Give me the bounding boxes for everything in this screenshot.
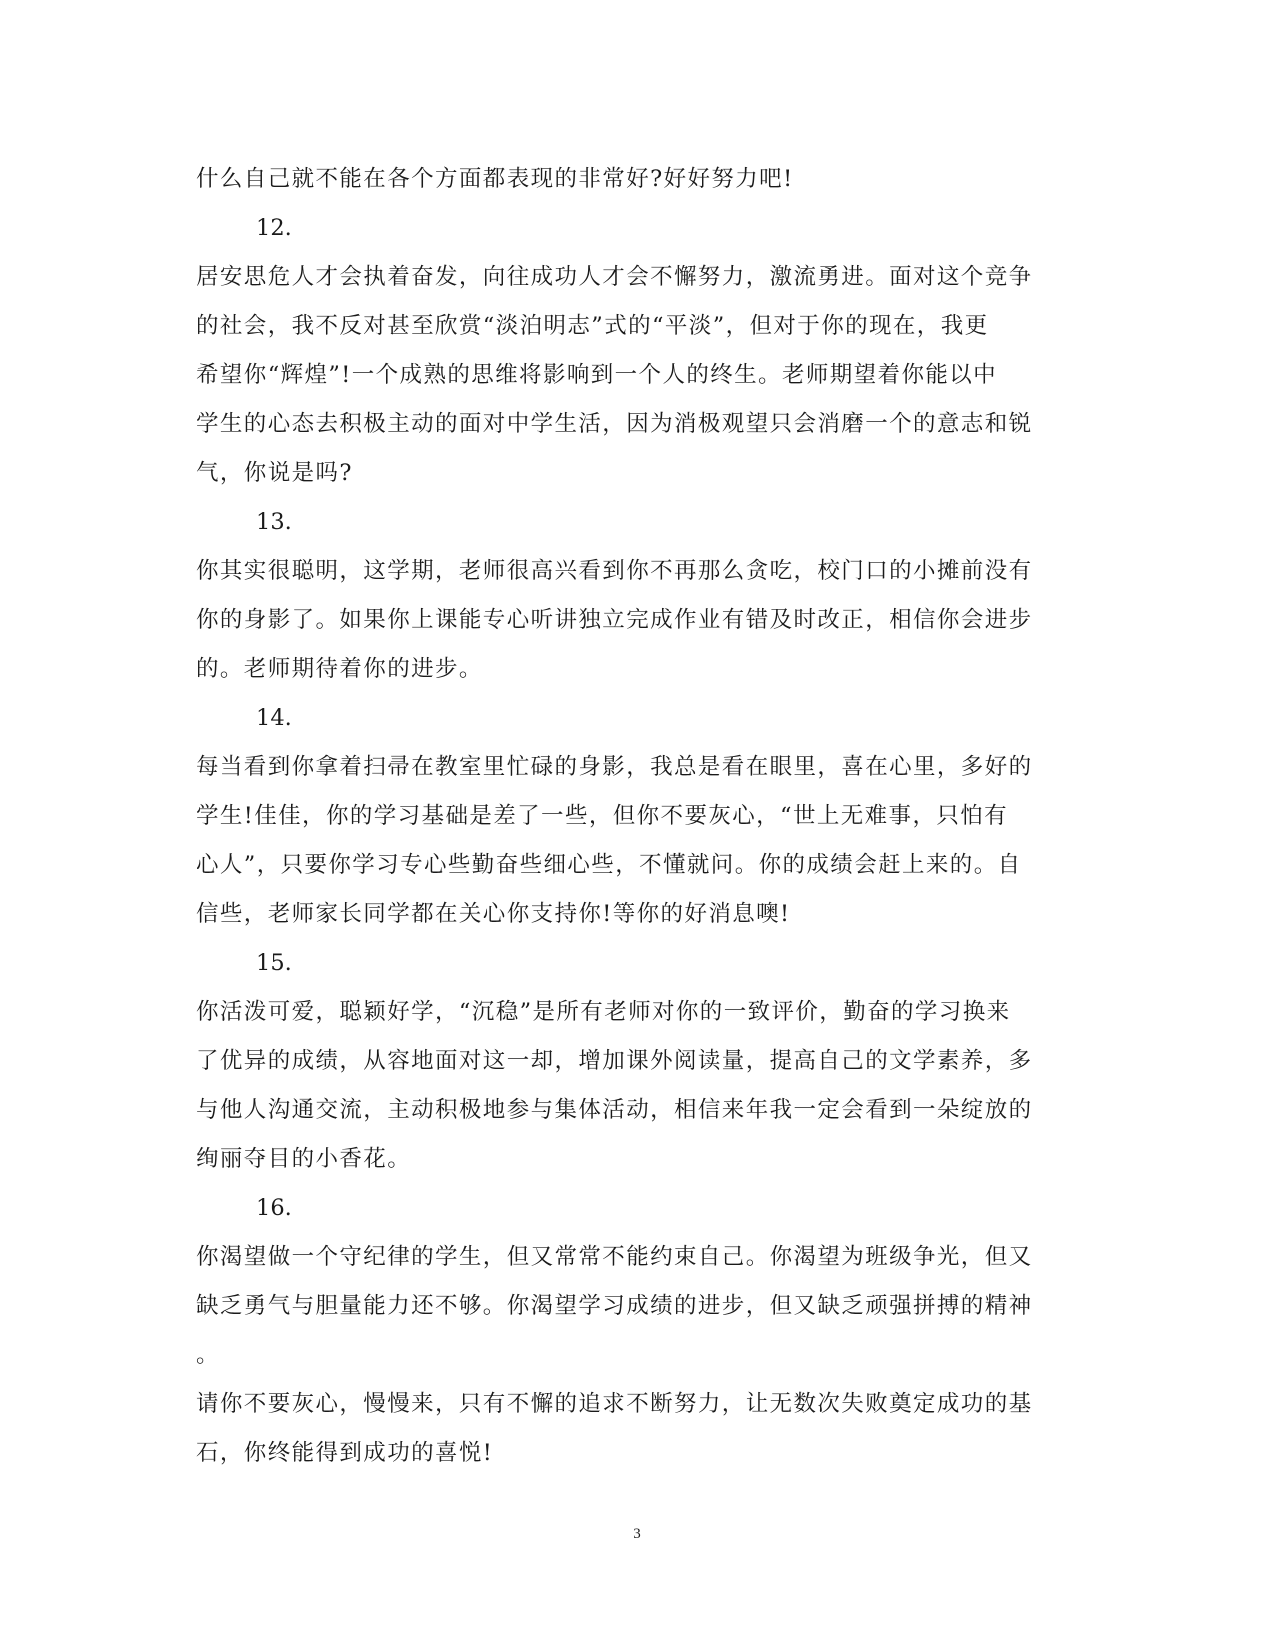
item-number-15: 15. (256, 950, 292, 976)
text-line: 你的身影了。如果你上课能专心听讲独立完成作业有错及时改正，相信你会进步 (196, 607, 1033, 633)
text-line: 每当看到你拿着扫帚在教室里忙碌的身影，我总是看在眼里，喜在心里，多好的 (196, 754, 1033, 780)
item-number-16: 16. (256, 1195, 292, 1221)
text-line: 的社会，我不反对甚至欣赏“淡泊明志”式的“平淡”，但对于你的现在，我更 (196, 313, 989, 339)
text-line: 希望你“辉煌”!一个成熟的思维将影响到一个人的终生。老师期望着你能以中 (196, 362, 998, 388)
text-line: 什么自己就不能在各个方面都表现的非常好?好好努力吧! (196, 166, 794, 192)
text-line: 气，你说是吗? (196, 460, 353, 486)
page-number: 3 (633, 1526, 641, 1542)
item-number-14: 14. (256, 705, 292, 731)
text-line: 石，你终能得到成功的喜悦! (196, 1440, 494, 1466)
text-line: 你活泼可爱，聪颖好学，“沉稳”是所有老师对你的一致评价，勤奋的学习换来 (196, 999, 1011, 1025)
document-body (196, 155, 1076, 1478)
text-line: 绚丽夺目的小香花。 (196, 1146, 412, 1172)
text-line: 请你不要灰心，慢慢来，只有不懈的追求不断努力，让无数次失败奠定成功的基 (196, 1391, 1033, 1417)
text-line: 的。老师期待着你的进步。 (196, 656, 483, 682)
text-line: 居安思危人才会执着奋发，向往成功人才会不懈努力，激流勇进。面对这个竞争 (196, 264, 1033, 290)
text-line: 信些，老师家长同学都在关心你支持你!等你的好消息噢! (196, 901, 791, 927)
text-line: 缺乏勇气与胆量能力还不够。你渴望学习成绩的进步，但又缺乏顽强拼搏的精神 (196, 1293, 1033, 1319)
text-line: 学生的心态去积极主动的面对中学生活，因为消极观望只会消磨一个的意志和锐 (196, 411, 1033, 437)
item-number-12: 12. (256, 215, 292, 241)
text-line: 你其实很聪明，这学期，老师很高兴看到你不再那么贪吃，校门口的小摊前没有 (196, 558, 1033, 584)
text-line: 与他人沟通交流，主动积极地参与集体活动，相信来年我一定会看到一朵绽放的 (196, 1097, 1033, 1123)
text-line: 你渴望做一个守纪律的学生，但又常常不能约束自己。你渴望为班级争光，但又 (196, 1244, 1033, 1270)
text-line: 了优异的成绩，从容地面对这一却，增加课外阅读量，提高自己的文学素养，多 (196, 1048, 1033, 1074)
item-number-13: 13. (256, 509, 292, 535)
text-line: 。 (196, 1342, 220, 1368)
text-line: 心人”，只要你学习专心些勤奋些细心些，不懂就问。你的成绩会赶上来的。自 (196, 852, 1022, 878)
text-line: 学生!佳佳，你的学习基础是差了一些，但你不要灰心，“世上无难事，只怕有 (196, 803, 1009, 829)
